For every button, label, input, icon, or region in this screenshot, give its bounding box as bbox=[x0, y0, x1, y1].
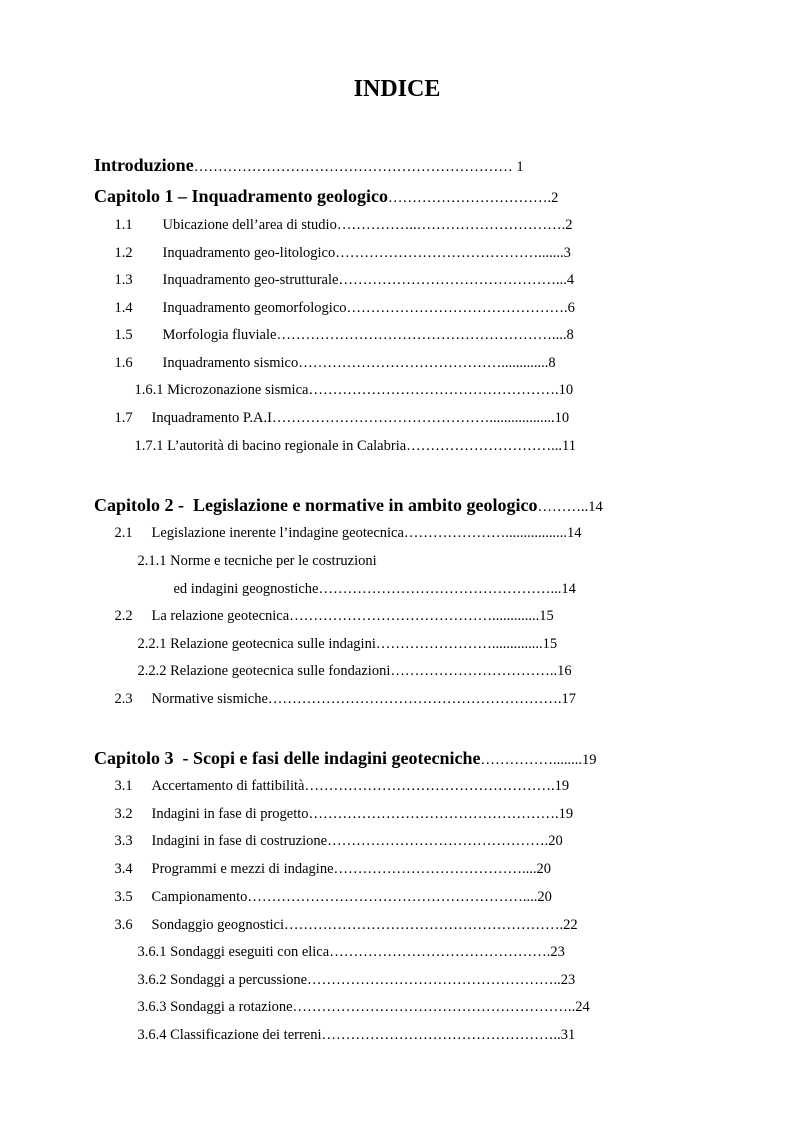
toc-entry-text: 3.6.4 Classificazione dei terreni bbox=[137, 1027, 322, 1043]
toc-leader-dots: ………………………………………. bbox=[329, 944, 551, 960]
toc-section-number: 1.1 bbox=[114, 217, 133, 233]
toc-page-number: ..11 bbox=[554, 438, 576, 454]
toc-entry-text: Capitolo 2 - Legislazione e normative in ambito geologico bbox=[94, 495, 538, 515]
toc-entry-text: 3.6.2 Sondaggi a percussione bbox=[137, 972, 308, 988]
toc-leader-dots: ………………………………….... bbox=[333, 861, 537, 877]
toc-entry-text: Normative sismiche bbox=[151, 691, 268, 707]
toc-entry-text: Introduzione bbox=[94, 155, 194, 175]
toc-page-number: 24 bbox=[575, 999, 590, 1015]
toc-page-number: 8 bbox=[566, 327, 574, 343]
toc-page-number: 20 bbox=[537, 889, 552, 905]
toc-leader-dots: ……………………………………………………. bbox=[267, 691, 562, 707]
toc-entry-text: Capitolo 1 – Inquadramento geologico bbox=[94, 186, 389, 206]
toc-entry-text: Indagini in fase di progetto bbox=[151, 806, 309, 822]
toc-page-number: 14 bbox=[567, 525, 582, 541]
toc-leader-dots: ………………………………………………….... bbox=[276, 327, 567, 343]
toc-page-number: 6 bbox=[567, 300, 575, 316]
toc-leader-dots: ………………………………………. bbox=[327, 833, 549, 849]
toc-leader-dots: …………………………. bbox=[406, 438, 555, 454]
toc-leader-dots: …………………………………………….. bbox=[307, 972, 561, 988]
toc-leader-dots: ……….. bbox=[537, 499, 589, 515]
toc-entry-text: Morfologia fluviale bbox=[162, 327, 277, 343]
toc-entry-text: Inquadramento sismico bbox=[162, 355, 299, 371]
toc-entry-text: Inquadramento geo-litologico bbox=[162, 245, 336, 261]
toc-entry-text: 1.6.1 Microzonazione sismica bbox=[134, 382, 309, 398]
toc-leader-dots: ……………………………………………. bbox=[308, 806, 559, 822]
toc-page-number: .2 bbox=[561, 217, 573, 233]
toc-entry-text: 1.7.1 L’autorità di bacino regionale in Calabria bbox=[134, 438, 407, 454]
toc-leader-dots: ……………..………………………… bbox=[336, 217, 562, 233]
toc-page-number: 20 bbox=[536, 861, 552, 877]
toc-page-number: 31 bbox=[560, 1027, 576, 1043]
toc-page-number: 1 bbox=[512, 159, 524, 175]
toc-section-number: 3.4 bbox=[114, 861, 133, 877]
toc-leader-dots: ………………………………………………….... bbox=[247, 889, 538, 905]
toc-entry-text: 2.2.2 Relazione geotecnica sulle fondazioni bbox=[137, 663, 391, 679]
toc-entry-text: La relazione geotecnica bbox=[151, 608, 290, 624]
toc-page-number: 16 bbox=[557, 663, 572, 679]
toc-page-number: 17 bbox=[561, 691, 577, 707]
toc-section-number: 3.3 bbox=[114, 833, 133, 849]
toc-page-number: 10 bbox=[554, 410, 570, 426]
toc-section-number: 2.1 bbox=[114, 525, 133, 541]
toc-leader-dots: ……………………………………....... bbox=[335, 245, 564, 261]
toc-entry-text: Inquadramento geomorfologico bbox=[162, 300, 347, 316]
toc-entry-text: Capitolo 3 - Scopi e fasi delle indagini geotecniche bbox=[94, 748, 481, 768]
toc-leader-dots: …………………………….. bbox=[390, 663, 558, 679]
toc-section-number: 2.2 bbox=[114, 608, 133, 624]
toc-page-number: 15 bbox=[542, 636, 558, 652]
toc-entry-text: Campionamento bbox=[151, 889, 248, 905]
toc-entry-text: ed indagini geognostiche bbox=[173, 581, 319, 597]
toc-section-number: 3.5 bbox=[114, 889, 133, 905]
toc-page-number: 2 bbox=[551, 190, 559, 206]
toc-leader-dots: ………………………………………………… bbox=[284, 917, 560, 933]
toc-section-number: 1.2 bbox=[114, 245, 133, 261]
toc-entry-text: Programmi e mezzi di indagine bbox=[151, 861, 334, 877]
toc-page-number: 10 bbox=[558, 382, 574, 398]
toc-entry-text: 3.6.1 Sondaggi eseguiti con elica bbox=[137, 944, 330, 960]
toc-entry-text: 2.1.1 Norme e tecniche per le costruzioni bbox=[137, 553, 377, 569]
toc-leader-dots: …………………………………………... bbox=[318, 581, 562, 597]
toc-leader-dots: ……………........ bbox=[480, 752, 582, 768]
toc-leader-dots: ………………………………………………….. bbox=[292, 999, 576, 1015]
toc-section-number: 1.6 bbox=[114, 355, 133, 371]
toc-page-number: 8 bbox=[548, 355, 556, 371]
toc-entry[interactable] bbox=[100, 669, 576, 729]
toc-page-number: 23 bbox=[550, 944, 565, 960]
toc-entry[interactable] bbox=[123, 1005, 575, 1065]
toc-leader-dots: ………………………………………... bbox=[338, 272, 567, 288]
toc-section-number: 3.2 bbox=[114, 806, 133, 822]
toc-page-number: 14 bbox=[561, 581, 576, 597]
toc-leader-dots: ………………………………………………………… bbox=[193, 159, 513, 175]
toc-page-number: 19 bbox=[558, 806, 574, 822]
toc-entry[interactable] bbox=[120, 416, 576, 476]
toc-leader-dots: …………………….............. bbox=[375, 636, 543, 652]
toc-entry-text: 2.2.1 Relazione geotecnica sulle indagini bbox=[137, 636, 376, 652]
toc-leader-dots: ……………………………………............. bbox=[298, 355, 549, 371]
toc-entry-text: Inquadramento P.A.I bbox=[151, 410, 272, 426]
toc-page-number: 19 bbox=[554, 778, 570, 794]
toc-section-number: 1.3 bbox=[114, 272, 133, 288]
toc-page-number: 20 bbox=[548, 833, 563, 849]
toc-section-number: 1.4 bbox=[114, 300, 133, 316]
toc-leader-dots: ……………………………. bbox=[388, 190, 552, 206]
toc-entry-text: Inquadramento geo-strutturale bbox=[162, 272, 339, 288]
toc-page-number: 14 bbox=[588, 499, 603, 515]
toc-section-number: 1.5 bbox=[114, 327, 133, 343]
toc-entry-text: Ubicazione dell’area di studio bbox=[162, 217, 337, 233]
toc-section-number: 3.1 bbox=[114, 778, 133, 794]
toc-entry-text: Indagini in fase di costruzione bbox=[151, 833, 328, 849]
toc-page-number: 3 bbox=[563, 245, 571, 261]
toc-page-number: 19 bbox=[582, 752, 597, 768]
toc-entry-text: Sondaggio geognostici bbox=[151, 917, 285, 933]
toc-leader-dots: ……………………………………………. bbox=[304, 778, 555, 794]
page-title: INDICE bbox=[353, 76, 441, 102]
toc-entry-text: Legislazione inerente l’indagine geotecnica bbox=[151, 525, 404, 541]
toc-page-number: 23 bbox=[560, 972, 576, 988]
toc-leader-dots: ……………………………………….................. bbox=[271, 410, 555, 426]
toc-section-number: 2.3 bbox=[114, 691, 133, 707]
toc-page-number: .22 bbox=[559, 917, 578, 933]
toc-leader-dots: …………………................. bbox=[403, 525, 568, 541]
toc-page-number: 4 bbox=[566, 272, 575, 288]
toc-entry-text: 3.6.3 Sondaggi a rotazione bbox=[137, 999, 293, 1015]
toc-page-number: 15 bbox=[539, 608, 554, 624]
toc-leader-dots: ………………………………………….. bbox=[321, 1027, 561, 1043]
toc-entry-text: Accertamento di fattibilità bbox=[151, 778, 305, 794]
toc-section-number: 1.7 bbox=[114, 410, 133, 426]
toc-section-number: 3.6 bbox=[114, 917, 133, 933]
toc-leader-dots: ……………………………………............. bbox=[289, 608, 540, 624]
toc-leader-dots: ……………………………………………. bbox=[308, 382, 559, 398]
toc-leader-dots: ………………………………………. bbox=[346, 300, 568, 316]
